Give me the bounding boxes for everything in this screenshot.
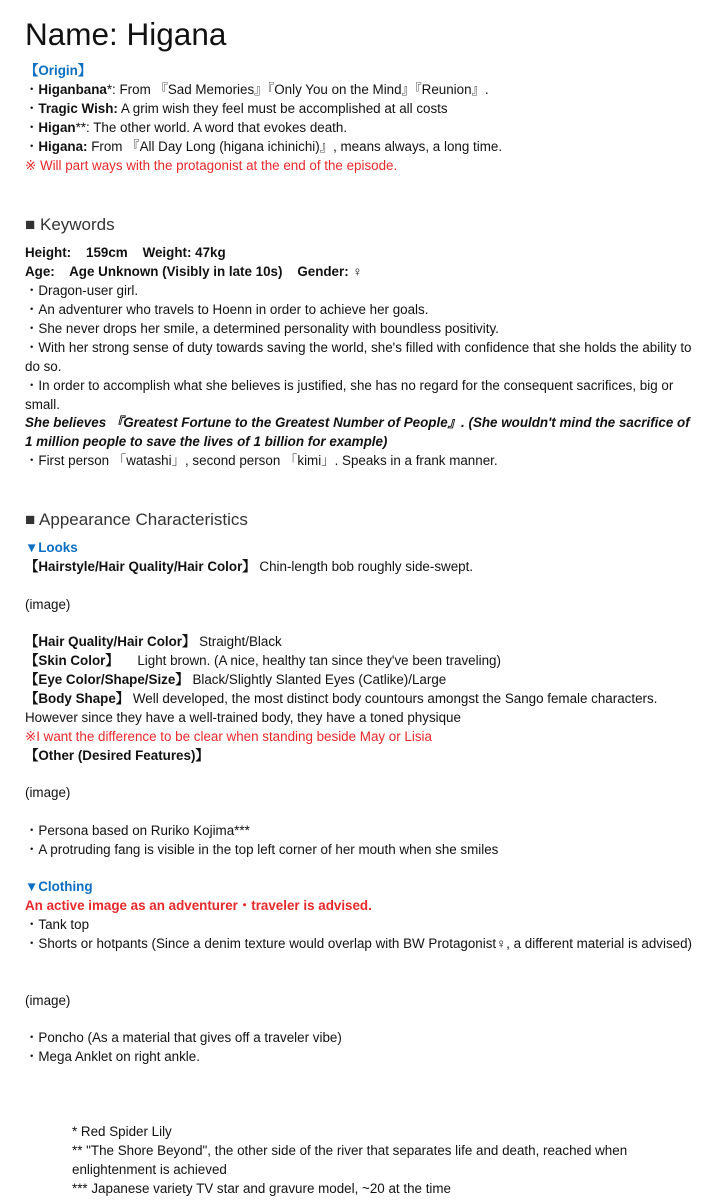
hair-row — [25, 632, 697, 651]
origin-text: The other world. A word that evokes death. — [89, 120, 348, 135]
body-row — [25, 689, 697, 727]
feature-bullet: ・Persona based on Ruriko Kojima*** — [25, 823, 250, 838]
speech-style: ・First person 「watashi」, second person 「kimi」. Speaks in a frank manner. — [25, 453, 498, 468]
feature-bullet: ・A protruding fang is visible in the top left corner of her mouth when she smiles — [25, 842, 499, 857]
hairstyle-value: Chin-length bob roughly side-swept. — [255, 559, 474, 574]
image-placeholder: (image) — [25, 993, 71, 1008]
footnote: * Red Spider Lily — [72, 1124, 172, 1139]
origin-note: ※ Will part ways with the protagonist at the end of the episode. — [25, 158, 398, 173]
height-weight: Height: 159cm Weight: 47kg — [25, 245, 226, 260]
age-gender: Age: Age Unknown (Visibly in late 10s) Gender: ♀ — [25, 264, 363, 279]
other-row — [25, 746, 697, 765]
keyword-bullet: ・An adventurer who travels to Hoenn in order to achieve her goals. — [25, 302, 429, 317]
clothing-bullet: ・Poncho (As a material that gives off a traveler vibe) — [25, 1030, 342, 1045]
origin-item: ・Higanbana*: From 『Sad Memories』『Only You on the Mind』『Reunion』. — [25, 82, 489, 97]
page-title: Name: Higana — [25, 16, 227, 52]
eye-label: 【Eye Color/Shape/Size】 — [25, 672, 189, 687]
skin-label: 【Skin Color】 — [25, 653, 119, 668]
origin-text: From 『All Day Long (higana ichinichi)』, means always, a long time. — [87, 139, 503, 154]
origin-text: A grim wish they feel must be accomplished at all costs — [117, 101, 448, 116]
skin-value: Light brown. (A nice, healthy tan since they've been traveling) — [118, 653, 501, 668]
skin-row — [25, 651, 697, 670]
footnote: ** "The Shore Beyond", the other side of the river that separates life and death, reached when enlightenment is achieved — [72, 1143, 628, 1177]
origin-item: ・Tragic Wish: A grim wish they feel must be accomplished at all costs — [25, 101, 448, 116]
keyword-bullet: ・In order to accomplish what she believes is justified, she has no regard for the consequent sacrifices, big or small. — [25, 378, 674, 412]
hair-value: Straight/Black — [195, 634, 282, 649]
hairstyle-row — [25, 557, 697, 576]
eye-row — [25, 670, 697, 689]
origin-mark: **: — [75, 120, 90, 135]
origin-term: Higana: — [38, 139, 88, 154]
origin-text: From 『Sad Memories』『Only You on the Mind』『Reunion』. — [115, 82, 489, 97]
appearance-heading: ■ Appearance Characteristics — [25, 510, 248, 529]
clothing-bullet: ・Mega Anklet on right ankle. — [25, 1049, 200, 1064]
clothing-header: ▼Clothing — [25, 879, 93, 894]
origin-term: Higan — [38, 120, 76, 135]
origin-term: Higanbana — [38, 82, 107, 97]
image-placeholder: (image) — [25, 597, 71, 612]
origin-mark: *: — [106, 82, 116, 97]
eye-value: Black/Slightly Slanted Eyes (Catlike)/Large — [188, 672, 447, 687]
hair-label: 【Hair Quality/Hair Color】 — [25, 634, 196, 649]
image-placeholder: (image) — [25, 785, 71, 800]
origin-item: ・Higana: From 『All Day Long (higana ichinichi)』, means always, a long time. — [25, 139, 503, 154]
looks-header: ▼Looks — [25, 540, 78, 555]
other-label: 【Other (Desired Features)】 — [25, 748, 209, 763]
body-label: 【Body Shape】 — [25, 691, 130, 706]
keyword-bullet: ・She never drops her smile, a determined personality with boundless positivity. — [25, 321, 499, 336]
origin-item: ・Higan**: The other world. A word that evokes death. — [25, 120, 348, 135]
keywords-heading: ■ Keywords — [25, 215, 115, 234]
belief-statement: She believes 『Greatest Fortune to the Greatest Number of People』. (She wouldn't mind the sacrifice of 1 million people to save the lives of 1 billion for example) — [25, 415, 690, 449]
origin-term: Tragic Wish: — [38, 101, 118, 116]
keyword-bullet: ・Dragon-user girl. — [25, 283, 139, 298]
body-value: Well developed, the most distinct body countours amongst the Sango female characters. However since they have a well-trained body, they have a toned physique — [25, 691, 658, 725]
body-note: ※I want the difference to be clear when standing beside May or Lisia — [25, 729, 432, 744]
clothing-bullet: ・Tank top — [25, 917, 90, 932]
footnote: *** Japanese variety TV star and gravure model, ~20 at the time — [72, 1181, 451, 1196]
clothing-bullet: ・Shorts or hotpants (Since a denim texture would overlap with BW Protagonist♀, a different material is advised) — [25, 936, 692, 951]
hairstyle-label: 【Hairstyle/Hair Quality/Hair Color】 — [25, 559, 256, 574]
clothing-note: An active image as an adventurer・traveler is advised. — [25, 898, 372, 913]
keyword-bullet: ・With her strong sense of duty towards saving the world, she's filled with confidence that she holds the ability to do so. — [25, 340, 692, 374]
origin-header: 【Origin】 — [25, 63, 92, 78]
